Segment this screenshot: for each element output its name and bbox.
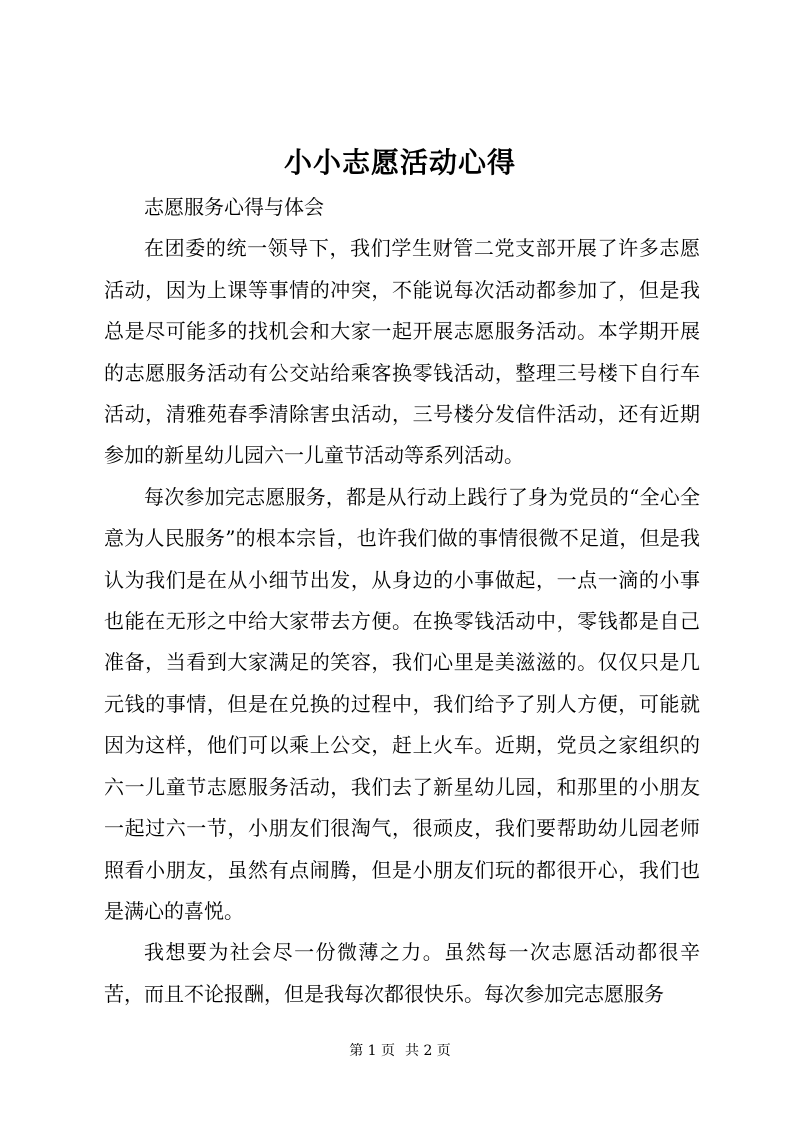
paragraph-1: 在团委的统一领导下，我们学生财管二党支部开展了许多志愿活动，因为上课等事情的冲突，不能说每次活动都参加了，但是我总是尽可能多的找机会和大家一起开展志愿服务活动。本学期开展的志愿服务活动有公交站给乘客换零钱活动，整理三号楼下自行车活动，清雅苑春季清除害虫活动，三号楼分发信件活动，还有近期参加的新星幼儿园六一儿童节活动等系列活动。 [104,236,700,468]
section-subtitle: 志愿服务心得与体会 [144,195,324,219]
page-footer [0,1041,800,1061]
document-body [104,187,700,1015]
page-total: 共 2 页 [405,1043,451,1059]
page-title: 小小志愿活动心得 [283,146,516,179]
paragraph-2: 每次参加完志愿服务，都是从行动上践行了身为党员的“全心全意为人民服务”的根本宗旨，也许我们做的事情很微不足道，但是我认为我们是在从小细节出发，从身边的小事做起，一点一滴的小事也能在无形之中给大家带去方便。在换零钱活动中，零钱都是自己准备，当看到大家满足的笑容，我们心里是美滋滋的。仅仅只是几元钱的事情，但是在兑换的过程中，我们给予了别人方便，可能就因为这样，他们可以乘上公交，赶上火车。近期，党员之家组织的六一儿童节志愿服务活动，我们去了新星幼儿园，和那里的小朋友一起过六一节，小朋友们很淘气，很顽皮，我们要帮助幼儿园老师照看小朋友，虽然有点闹腾，但是小朋友们玩的都很开心，我们也是满心的喜悦。 [104,484,700,923]
paragraph-3: 我想要为社会尽一份微薄之力。虽然每一次志愿活动都很辛苦，而且不论报酬，但是我每次都很快乐。每次参加完志愿服务 [104,940,700,1006]
page-number: 第 1 页 [349,1043,395,1059]
